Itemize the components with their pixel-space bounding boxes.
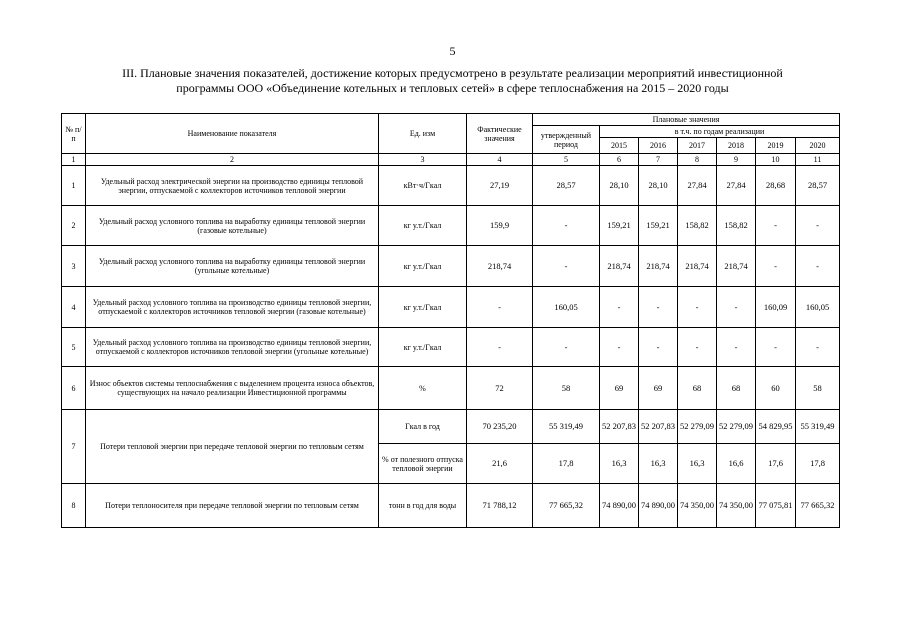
heading-line-2: программы ООО «Объединение котельных и тепловых сетей» в сфере теплоснабжения на 2015 – 2020 годы [176,81,729,95]
actual-value: 218,74 [467,246,533,287]
year-value: 28,10 [600,166,639,206]
header-year: 2020 [796,138,840,154]
unit-cell: кВт·ч/Гкал [379,166,467,206]
unit-cell: кг у.т./Гкал [379,246,467,287]
year-value: 74 350,00 [678,484,717,528]
year-value: 28,68 [756,166,796,206]
year-value: 68 [678,367,717,410]
year-value: - [600,287,639,328]
year-value: 28,10 [639,166,678,206]
unit-cell: Гкал в год [379,410,467,444]
header-year: 2016 [639,138,678,154]
row-number: 6 [62,367,86,410]
row-number: 2 [62,206,86,246]
year-value: 69 [639,367,678,410]
year-value: 28,57 [796,166,840,206]
unit-cell: кг у.т./Гкал [379,328,467,367]
header-num: № п/п [62,114,86,154]
column-number: 4 [467,154,533,166]
year-value: 160,09 [756,287,796,328]
year-value: 218,74 [717,246,756,287]
year-value: 16,3 [600,444,639,484]
table-row [62,410,840,444]
year-value: - [756,328,796,367]
year-value: 218,74 [639,246,678,287]
header-year: 2018 [717,138,756,154]
approved-value: 58 [533,367,600,410]
page-number: 5 [449,44,456,58]
header-planned: Плановые значения [533,114,840,126]
year-value: - [600,328,639,367]
year-value: - [796,328,840,367]
unit-cell: кг у.т./Гкал [379,206,467,246]
actual-value: 70 235,20 [467,410,533,444]
unit-cell: тонн в год для воды [379,484,467,528]
actual-value: - [467,287,533,328]
unit-cell: % от полезного отпуска тепловой энергии [379,444,467,484]
table-row [62,328,840,367]
year-value: 74 890,00 [600,484,639,528]
row-number: 7 [62,410,86,484]
year-value: 77 075,81 [756,484,796,528]
column-number: 5 [533,154,600,166]
table-row [62,206,840,246]
actual-value: - [467,328,533,367]
year-value: 218,74 [600,246,639,287]
column-number: 7 [639,154,678,166]
row-number: 5 [62,328,86,367]
year-value: - [756,206,796,246]
approved-value: - [533,206,600,246]
year-value: - [717,328,756,367]
row-number: 1 [62,166,86,206]
row-number: 4 [62,287,86,328]
year-value: 60 [756,367,796,410]
year-value: 27,84 [717,166,756,206]
column-number: 11 [796,154,840,166]
indicators-table [61,113,840,528]
year-value: 52 279,09 [678,410,717,444]
header-year: 2019 [756,138,796,154]
indicator-name: Удельный расход условного топлива на производство единицы тепловой энергии, отпускаемой с коллекторов источников тепловой энергии (угольные котельные) [86,328,379,367]
year-value: - [639,328,678,367]
indicator-name: Потери теплоносителя при передаче тепловой энергии по тепловым сетям [86,484,379,528]
header-year: 2017 [678,138,717,154]
column-number: 9 [717,154,756,166]
year-value: - [678,287,717,328]
table-row [62,287,840,328]
column-number: 8 [678,154,717,166]
indicator-name: Удельный расход электрической энергии на производство единицы тепловой энергии, отпускаемой с коллекторов источников тепловой энергии [86,166,379,206]
column-number: 3 [379,154,467,166]
heading-line-1: III. Плановые значения показателей, достижение которых предусмотрено в результате реализации мероприятий инвестиционной [122,66,783,80]
year-value: 218,74 [678,246,717,287]
year-value: - [717,287,756,328]
header-year: 2015 [600,138,639,154]
year-value: - [796,246,840,287]
indicator-name: Потери тепловой энергии при передаче тепловой энергии по тепловым сетям [86,410,379,484]
approved-value: 55 319,49 [533,410,600,444]
year-value: 16,6 [717,444,756,484]
year-value: 52 207,83 [600,410,639,444]
year-value: - [639,287,678,328]
year-value: 158,82 [717,206,756,246]
unit-cell: % [379,367,467,410]
indicator-name: Удельный расход условного топлива на выработку единицы тепловой энергии (угольные котельные) [86,246,379,287]
year-value: 74 350,00 [717,484,756,528]
year-value: 17,6 [756,444,796,484]
year-value: 17,8 [796,444,840,484]
year-value: 52 207,83 [639,410,678,444]
year-value: 159,21 [600,206,639,246]
year-value: 77 665,32 [796,484,840,528]
actual-value: 72 [467,367,533,410]
table-row [62,367,840,410]
approved-value: 77 665,32 [533,484,600,528]
actual-value: 21,6 [467,444,533,484]
header-actual: Фактические значения [467,114,533,154]
column-number: 6 [600,154,639,166]
table-row [62,166,840,206]
year-value: 69 [600,367,639,410]
year-value: - [678,328,717,367]
indicator-name: Удельный расход условного топлива на выработку единицы тепловой энергии (газовые котельные) [86,206,379,246]
year-value: 160,05 [796,287,840,328]
column-number: 2 [86,154,379,166]
year-value: 54 829,95 [756,410,796,444]
year-value: 16,3 [639,444,678,484]
indicator-name: Износ объектов системы теплоснабжения с выделением процента износа объектов, существующих на начало реализации Инвестиционной программы [86,367,379,410]
year-value: 16,3 [678,444,717,484]
column-number: 1 [62,154,86,166]
header-by-years: в т.ч. по годам реализации [600,126,840,138]
year-value: 158,82 [678,206,717,246]
approved-value: - [533,246,600,287]
header-unit: Ед. изм [379,114,467,154]
year-value: 74 890,00 [639,484,678,528]
year-value: 52 279,09 [717,410,756,444]
header-name: Наименование показателя [86,114,379,154]
header-approved: утвержденный период [533,126,600,154]
actual-value: 27,19 [467,166,533,206]
year-value: 55 319,49 [796,410,840,444]
actual-value: 71 788,12 [467,484,533,528]
indicator-name: Удельный расход условного топлива на производство единицы тепловой энергии, отпускаемой с коллекторов источников тепловой энергии (газовые котельные) [86,287,379,328]
year-value: 58 [796,367,840,410]
year-value: 27,84 [678,166,717,206]
approved-value: 28,57 [533,166,600,206]
column-number: 10 [756,154,796,166]
approved-value: 160,05 [533,287,600,328]
table-row [62,246,840,287]
year-value: 68 [717,367,756,410]
column-numbers-row [62,154,840,166]
year-value: - [756,246,796,287]
year-value: 159,21 [639,206,678,246]
row-number: 8 [62,484,86,528]
actual-value: 159,9 [467,206,533,246]
document-heading [60,66,845,96]
unit-cell: кг у.т./Гкал [379,287,467,328]
table-row [62,484,840,528]
approved-value: - [533,328,600,367]
row-number: 3 [62,246,86,287]
year-value: - [796,206,840,246]
approved-value: 17,8 [533,444,600,484]
